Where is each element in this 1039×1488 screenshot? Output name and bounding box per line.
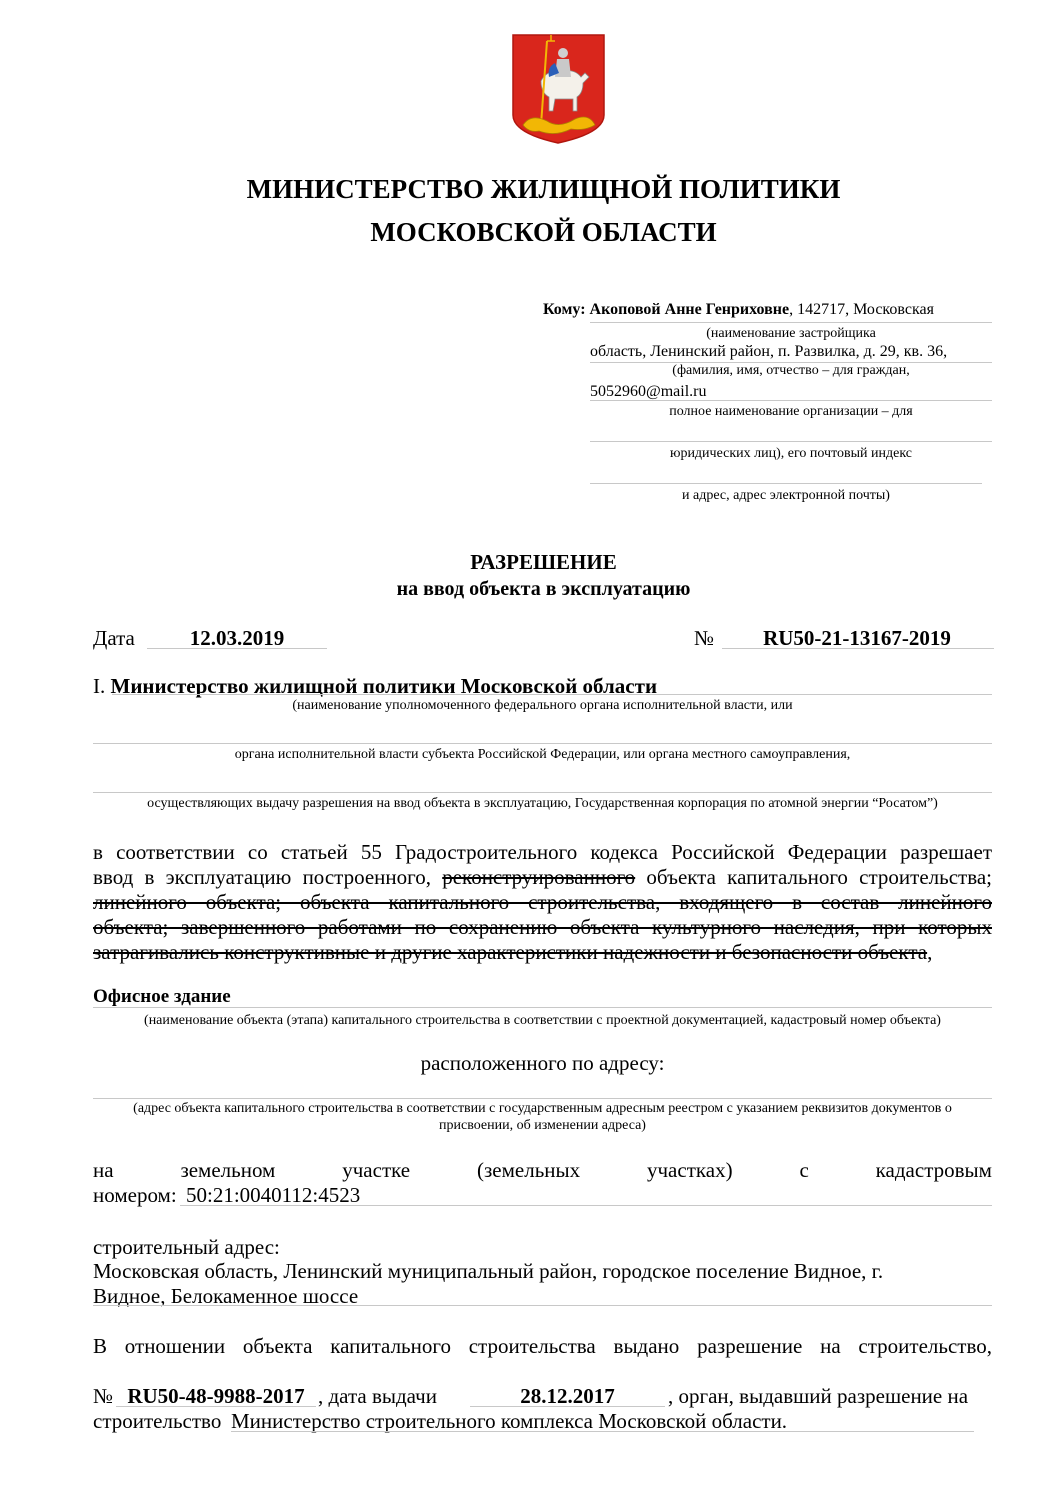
permit-issuer-prefix: строительство bbox=[93, 1409, 222, 1433]
body-line-1: в соответствии со статьей 55 Градостроительного кодекса Российской Федерации разрешает bbox=[93, 840, 992, 864]
recipient-address-part2: область, Ленинский район, п. Развилка, д. 29, кв. 36, bbox=[590, 343, 948, 360]
section1-underline-1 bbox=[112, 694, 992, 695]
body-line-2a: ввод в эксплуатацию построенного, bbox=[93, 865, 443, 889]
permit-number-underline bbox=[116, 1406, 316, 1407]
recipient-underline-3 bbox=[590, 400, 992, 401]
object-hint: (наименование объекта (этапа) капитального строительства в соответствии с проектной документацией, кадастровый номер объекта) bbox=[144, 1013, 941, 1028]
construction-address-underline bbox=[93, 1305, 992, 1306]
permit-intro: В отношении объекта капитального строительства выдано разрешение на строительство, bbox=[93, 1334, 992, 1358]
section1-underline-3 bbox=[93, 792, 992, 793]
permit-number-label: № bbox=[93, 1384, 114, 1408]
date-value: 12.03.2019 bbox=[189, 626, 285, 650]
document-subtitle: на ввод объекта в эксплуатацию bbox=[396, 578, 691, 600]
date-label: Дата bbox=[93, 626, 135, 650]
section1-hint-1: (наименование уполномоченного федерального органа исполнительной власти, или bbox=[292, 698, 793, 713]
object-underline bbox=[93, 1007, 992, 1008]
ministry-name-line1: МИНИСТЕРСТВО ЖИЛИЩНОЙ ПОЛИТИКИ bbox=[246, 174, 841, 204]
recipient-name: Акоповой Анне Генриховне bbox=[589, 301, 790, 318]
land-word-1: на bbox=[93, 1158, 114, 1182]
object-address-hint-1: (адрес объекта капитального строительства в соответствии с государственным адресным реестром с указанием реквизитов документов о bbox=[133, 1101, 952, 1116]
permit-number-value: RU50-48-9988-2017 bbox=[127, 1384, 305, 1408]
land-line bbox=[93, 1158, 992, 1183]
body-line-3: линейного объекта; объекта капитального строительства, входящего в состав линейного bbox=[93, 890, 992, 914]
document-title: РАЗРЕШЕНИЕ bbox=[470, 550, 617, 574]
body-line-5-end: , bbox=[927, 940, 933, 964]
recipient-underline-1 bbox=[590, 322, 992, 323]
object-name: Офисное здание bbox=[93, 986, 231, 1007]
permit-date-label: , дата выдачи bbox=[318, 1384, 437, 1408]
ministry-name-line2: МОСКОВСКОЙ ОБЛАСТИ bbox=[370, 217, 717, 247]
land-word-2: земельном bbox=[180, 1158, 276, 1182]
body-line-5 bbox=[93, 940, 932, 965]
recipient-hint-4: юридических лиц), его почтовый индекс bbox=[669, 446, 913, 461]
construction-address-label: строительный адрес: bbox=[93, 1235, 280, 1259]
recipient-underline-5 bbox=[590, 483, 982, 484]
recipient-hint-1: (наименование застройщика bbox=[706, 326, 876, 341]
section1-prefix: I. bbox=[93, 674, 106, 698]
land-word-3: участке bbox=[342, 1158, 411, 1182]
recipient-email: 5052960@mail.ru bbox=[590, 383, 707, 400]
object-address-underline bbox=[93, 1098, 992, 1099]
date-underline bbox=[147, 648, 327, 649]
permit-date-underline bbox=[470, 1406, 665, 1407]
recipient-hint-5: и адрес, адрес электронной почты) bbox=[682, 488, 890, 503]
permit-issuer: Министерство строительного комплекса Московской области. bbox=[231, 1409, 788, 1433]
body-line-2c: объекта капитального строительства; bbox=[635, 865, 992, 889]
section1-underline-2 bbox=[93, 743, 992, 744]
section1-hint-2: органа исполнительной власти субъекта Российской Федерации, или органа местного самоуправления, bbox=[234, 747, 851, 762]
object-located: расположенного по адресу: bbox=[420, 1051, 665, 1075]
land-word-7: кадастровым bbox=[875, 1158, 992, 1182]
number-value: RU50-21-13167-2019 bbox=[763, 626, 951, 650]
coat-of-arms-icon bbox=[511, 33, 606, 145]
recipient-underline-4 bbox=[590, 441, 992, 442]
land-word-4: (земельных bbox=[477, 1158, 581, 1182]
section1-hint-3: осуществляющих выдачу разрешения на ввод объекта в эксплуатацию, Государственная корпорация по атомной энергии “Росатом”) bbox=[147, 796, 938, 811]
land-word-5: участках) bbox=[647, 1158, 733, 1182]
body-line-5-text: затрагивались конструктивные и другие характеристики надежности и безопасности объекта bbox=[93, 940, 928, 964]
section1-authority-name: Министерство жилищной политики Московской области bbox=[110, 674, 658, 698]
body-line-4: объекта; завершенного работами по сохранению объекта культурного наследия, при которых bbox=[93, 915, 992, 939]
cadastral-underline bbox=[180, 1205, 992, 1206]
permit-date-value: 28.12.2017 bbox=[520, 1384, 615, 1408]
number-underline bbox=[722, 648, 994, 649]
permit-authority-label: , орган, выдавший разрешение на bbox=[668, 1384, 969, 1408]
body-line-2 bbox=[93, 865, 992, 890]
recipient-hint-3: полное наименование организации – для bbox=[669, 404, 913, 419]
section1-authority bbox=[93, 674, 657, 699]
cadastral-label: номером: bbox=[93, 1183, 177, 1207]
cadastral-number: 50:21:0040112:4523 bbox=[186, 1183, 361, 1207]
object-address-hint-2: присвоении, об изменении адреса) bbox=[439, 1118, 646, 1133]
land-word-6: с bbox=[799, 1158, 809, 1182]
construction-address-line1: Московская область, Ленинский муниципальный район, городское поселение Видное, г. bbox=[93, 1259, 884, 1283]
recipient-line1 bbox=[543, 301, 934, 319]
number-label: № bbox=[694, 626, 715, 650]
recipient-address-part1: , 142717, Московская bbox=[789, 301, 934, 318]
body-struck-word: реконструированного bbox=[442, 865, 636, 889]
recipient-label: Кому: bbox=[543, 301, 586, 318]
permit-issuer-underline bbox=[231, 1431, 974, 1432]
construction-address-line2: Видное, Белокаменное шоссе bbox=[93, 1284, 359, 1308]
recipient-hint-2: (фамилия, имя, отчество – для граждан, bbox=[672, 363, 910, 378]
